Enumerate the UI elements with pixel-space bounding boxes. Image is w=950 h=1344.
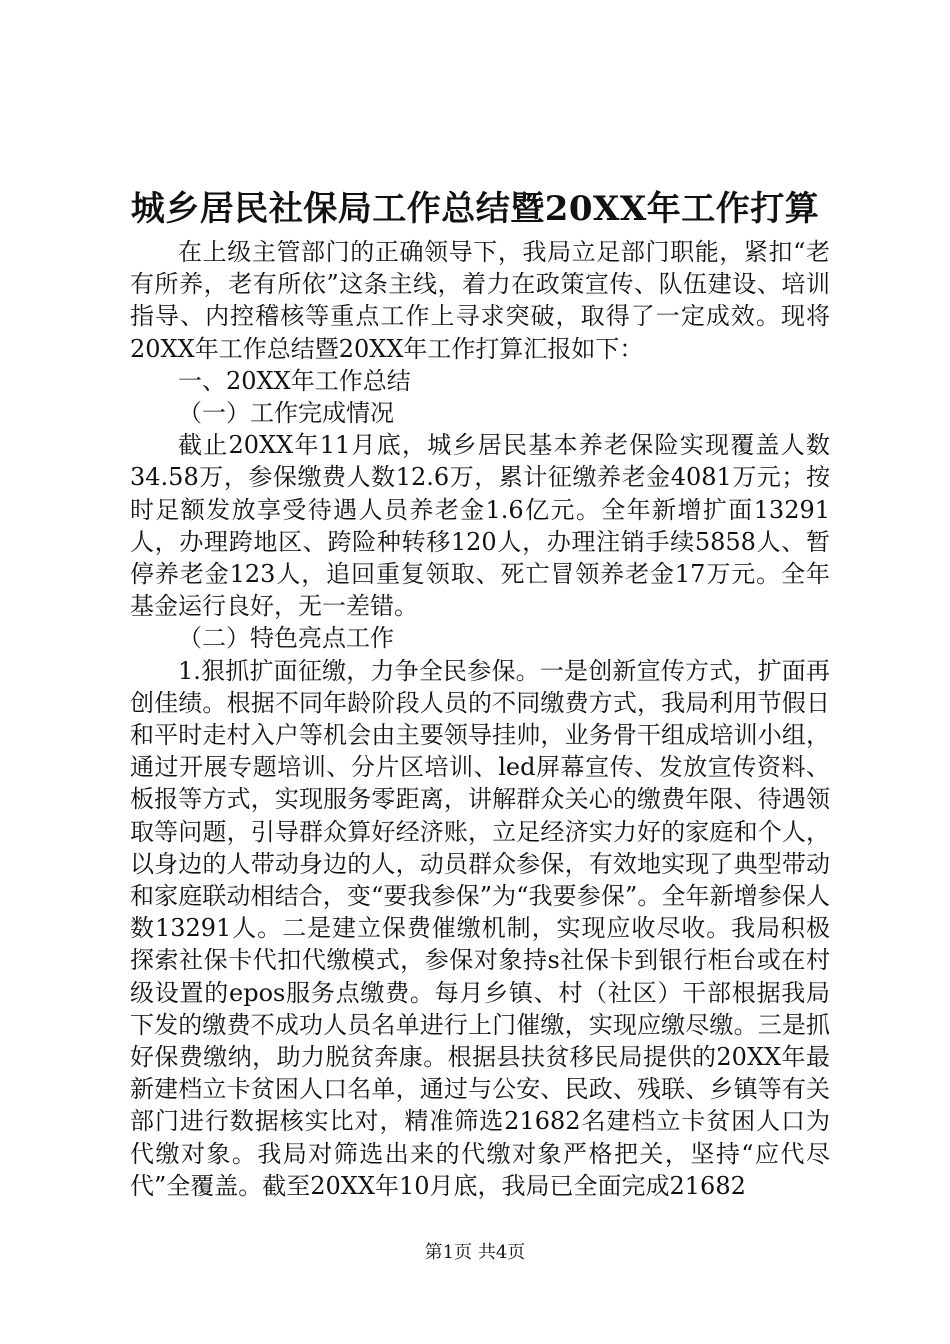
section-heading: 一、20XX年工作总结 [178,366,411,395]
paragraph-intro: 在上级主管部门的正确领导下，我局立足部门职能，紧扣“老有所养，老有所依”这条主线，着力在政策宣传、队伍建设、培训指导、内控稽核等重点工作上寻求突破，取得了一定成效。现将20XX年工作总结暨20XX年工作打算汇报如下： [130,238,830,363]
subsection-heading: （二）特色亮点工作 [178,624,394,653]
document-title: 城乡居民社保局工作总结暨20XX年工作打算 [130,189,820,229]
paragraph-highlights: 1.狠抓扩面征缴，力争全民参保。一是创新宣传方式，扩面再创佳绩。根据不同年龄阶段人员的不同缴费方式，我局利用节假日和平时走村入户等机会由主要领导挂帅，业务骨干组成培训小组，通过开展专题培训、分片区培训、led屏幕宣传、发放宣传资料、板报等方式，实现服务零距离，讲解群众关心的缴费年限、待遇领取等问题，引导群众算好经济账，立足经济实力好的家庭和个人，以身边的人带动身边的人，动员群众参保，有效地实现了典型带动和家庭联动相结合，变“要我参保”为“我要参保”。全年新增参保人数13291人。二是建立保费催缴机制，实现应收尽收。我局积极探索社保卡代扣代缴模式，参保对象持s社保卡到银行柜台或在村级设置的epos服务点缴费。每月乡镇、村（社区）干部根据我局下发的缴费不成功人员名单进行上门催缴，实现应缴尽缴。三是抓好保费缴纳，助力脱贫奔康。根据县扶贫移民局提供的20XX年最新建档立卡贫困人口名单，通过与公安、民政、残联、乡镇等有关部门进行数据核实比对，精准筛选21682名建档立卡贫困人口为代缴对象。我局对筛选出来的代缴对象严格把关，坚持“应代尽代”全覆盖。截至20XX年10月底，我局已全面完成21682 [130,656,830,1200]
paragraph-completion: 截止20XX年11月底，城乡居民基本养老保险实现覆盖人数34.58万，参保缴费人数12.6万，累计征缴养老金4081万元；按时足额发放享受待遇人员养老金1.6亿元。全年新增扩面13291人，办理跨地区、跨险种转移120人，办理注销手续5858人、暂停养老金123人，追回重复领取、死亡冒领养老金17万元。全年基金运行良好，无一差错。 [130,431,830,621]
subsection-heading: （一）工作完成情况 [178,399,394,428]
document-body [130,236,830,1202]
page-footer: 第1页 共4页 [424,1242,526,1263]
